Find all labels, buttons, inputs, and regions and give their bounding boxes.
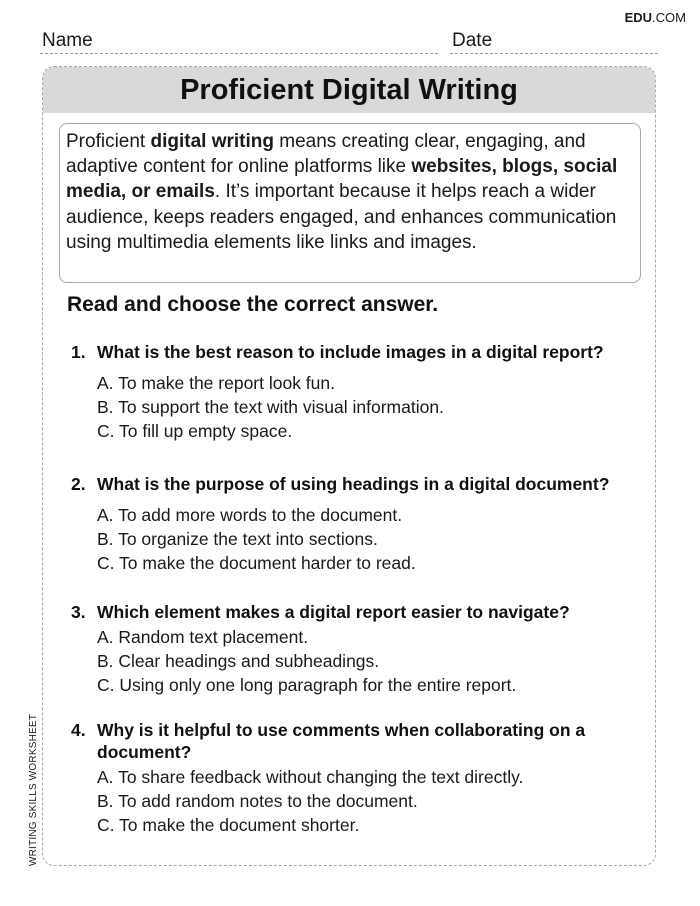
question-number: 4.	[71, 720, 86, 740]
option-a[interactable]: A. To make the report look fun.	[97, 373, 336, 393]
question-title	[71, 601, 641, 623]
option-a[interactable]: A. To share feedback without changing the text directly.	[97, 767, 524, 787]
intro-text-3: . It’s important because it helps reach a wider audience, keeps readers engaged, and enhances communication using multimedia elements like links and images.	[66, 181, 617, 253]
options-list	[71, 503, 641, 576]
worksheet-type-label: WRITING SKILLS WORKSHEET	[28, 713, 39, 866]
name-line[interactable]	[40, 53, 438, 54]
option-c[interactable]: C. To make the document shorter.	[97, 815, 360, 836]
brand-logo	[625, 10, 686, 25]
option-b[interactable]: B. To add random notes to the document.	[97, 791, 418, 812]
date-label: Date	[452, 30, 493, 51]
question-text: Why is it helpful to use comments when collaborating on a document?	[97, 720, 586, 762]
question-text: What is the purpose of using headings in a digital document?	[97, 474, 610, 494]
question-title	[71, 341, 641, 363]
name-date-row	[40, 30, 658, 54]
question-text: Which element makes a digital report easier to navigate?	[97, 602, 570, 622]
option-c[interactable]: C. Using only one long paragraph for the entire report.	[97, 675, 517, 696]
name-label: Name	[42, 30, 93, 51]
option-b[interactable]: B. To support the text with visual information.	[97, 397, 444, 418]
instruction-heading: Read and choose the correct answer.	[67, 293, 439, 316]
question-number: 2.	[71, 474, 86, 494]
intro-text-2: means creating clear, engaging, and adaptive content for online platforms like	[66, 131, 586, 178]
options-list	[71, 371, 641, 444]
intro-bold-2: websites, blogs, social media, or emails	[66, 156, 618, 203]
intro-text-1: Proficient	[66, 131, 151, 152]
question-3	[71, 601, 641, 698]
option-b[interactable]: B. To organize the text into sections.	[97, 529, 378, 550]
question-1	[71, 341, 641, 444]
option-a[interactable]: A. To add more words to the document.	[97, 505, 403, 525]
question-text: What is the best reason to include images in a digital report?	[97, 342, 604, 362]
question-title	[71, 719, 641, 763]
option-b[interactable]: B. Clear headings and subheadings.	[97, 651, 380, 672]
intro-bold-1: digital writing	[150, 131, 274, 152]
options-list	[71, 765, 641, 838]
brand-bold: EDU	[624, 10, 653, 25]
option-c[interactable]: C. To make the document harder to read.	[97, 553, 416, 574]
question-4	[71, 719, 641, 838]
option-c[interactable]: C. To fill up empty space.	[97, 421, 293, 442]
intro-box	[59, 123, 641, 283]
worksheet-card	[42, 66, 656, 866]
option-a[interactable]: A. Random text placement.	[97, 627, 309, 647]
question-2	[71, 473, 641, 576]
date-line[interactable]	[450, 53, 658, 54]
options-list	[71, 625, 641, 698]
title-band	[43, 67, 655, 113]
question-number: 1.	[71, 342, 86, 362]
brand-rest: .COM	[652, 10, 686, 25]
page-title: Proficient Digital Writing	[180, 73, 518, 106]
question-title	[71, 473, 641, 495]
question-number: 3.	[71, 602, 86, 622]
